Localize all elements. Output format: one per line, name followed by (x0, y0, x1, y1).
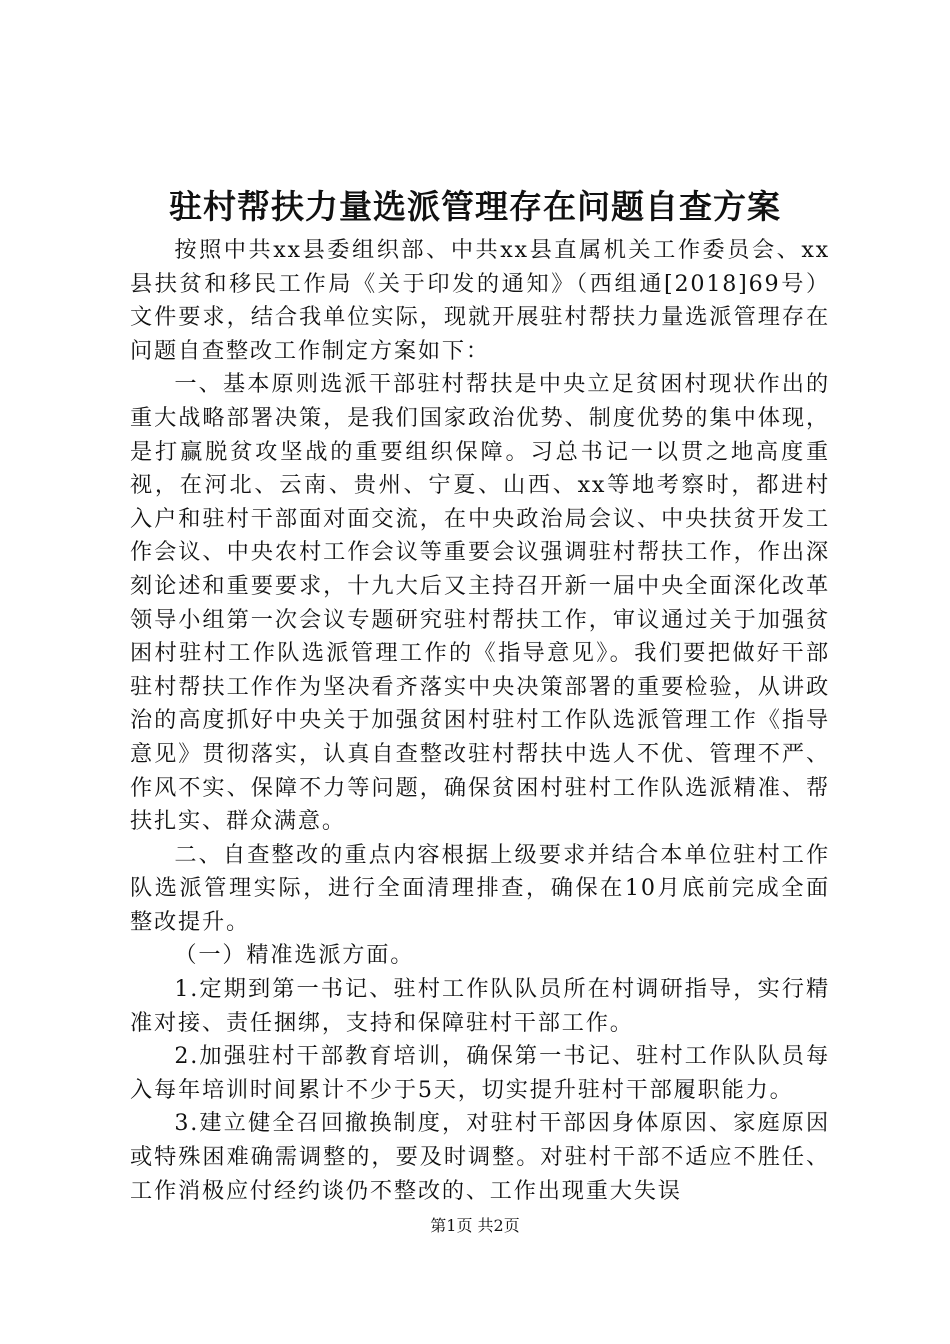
paragraph-principles: 一、基本原则选派干部驻村帮扶是中央立足贫困村现状作出的重大战略部署决策，是我们国家政治优势、制度优势的集中体现，是打赢脱贫攻坚战的重要组织保障。习总书记一以贯之地高度重视，在河北、云南、贵州、宁夏、山西、xx等地考察时，都进村入户和驻村干部面对面交流，在中央政治局会议、中央扶贫开发工作会议、中央农村工作会议等重要会议强调驻村帮扶工作，作出深刻论述和重要要求，十九大后又主持召开新一届中央全面深化改革领导小组第一次会议专题研究驻村帮扶工作，审议通过关于加强贫困村驻村工作队选派管理工作的《指导意见》。我们要把做好干部驻村帮扶工作作为坚决看齐落实中央决策部署的重要检验，从讲政治的高度抓好中央关于加强贫困村驻村工作队选派管理工作《指导意见》贯彻落实，认真自查整改驻村帮扶中选人不优、管理不严、作风不实、保障不力等问题，确保贫困村驻村工作队选派精准、帮扶扎实、群众满意。 (130, 371, 830, 835)
paragraph-key-content: 二、自查整改的重点内容根据上级要求并结合本单位驻村工作队选派管理实际，进行全面清理排查，确保在10月底前完成全面整改提升。 (130, 841, 830, 935)
document-body (130, 234, 830, 1208)
page-footer: 第1页 共2页 (430, 1216, 520, 1235)
paragraph-section-heading: （一）精准选派方面。 (174, 942, 415, 969)
paragraph-intro: 按照中共xx县委组织部、中共xx县直属机关工作委员会、xx县扶贫和移民工作局《关于印发的通知》（西组通[2018]69号）文件要求，结合我单位实际，现就开展驻村帮扶力量选派管理存在问题自查整改工作制定方案如下： (130, 237, 830, 364)
paragraph-item-2: 2.加强驻村干部教育培训，确保第一书记、驻村工作队队员每入每年培训时间累计不少于5天，切实提升驻村干部履职能力。 (130, 1043, 830, 1103)
document-title: 驻村帮扶力量选派管理存在问题自查方案 (169, 187, 781, 226)
paragraph-item-1: 1.定期到第一书记、驻村工作队队员所在村调研指导，实行精准对接、责任捆绑，支持和保障驻村干部工作。 (130, 976, 830, 1036)
paragraph-item-3: 3.建立健全召回撤换制度，对驻村干部因身体原因、家庭原因或特殊困难确需调整的，要及时调整。对驻村干部不适应不胜任、工作消极应付经约谈仍不整改的、工作出现重大失误 (130, 1110, 830, 1204)
